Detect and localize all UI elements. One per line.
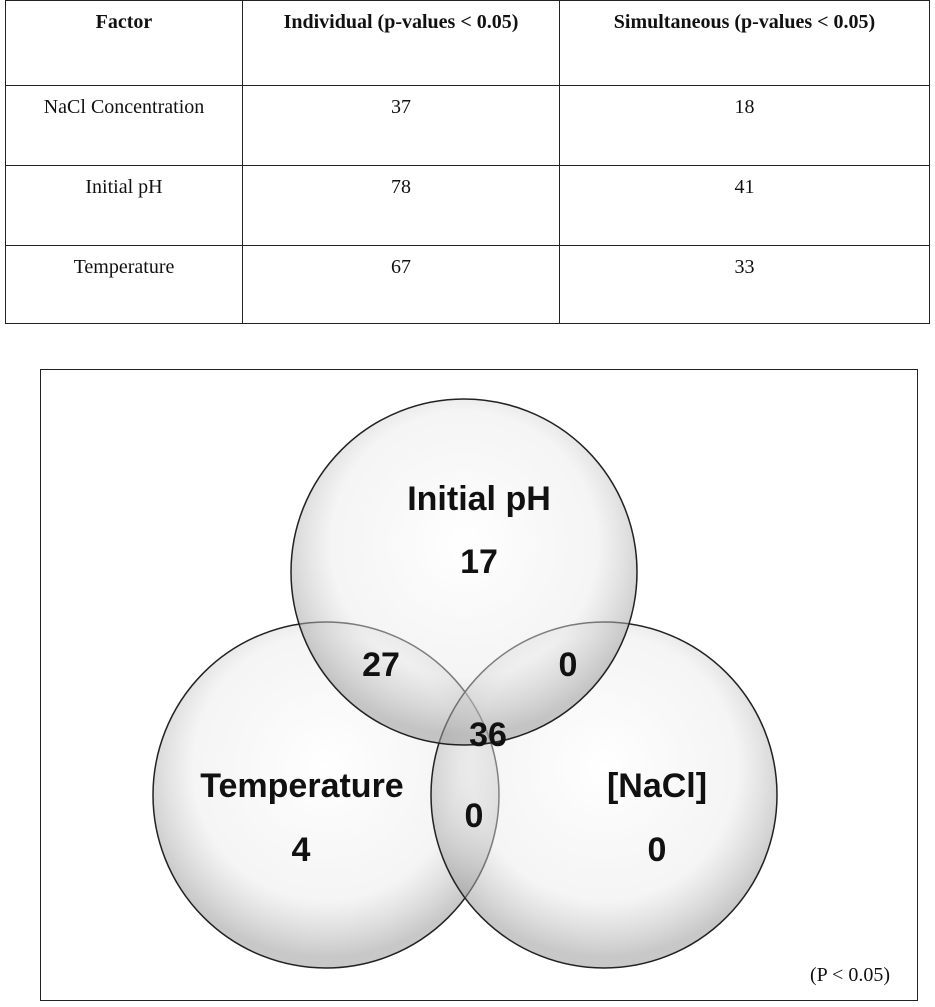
table-row: [6, 86, 930, 166]
cell-factor: Initial pH: [6, 166, 243, 246]
cell-simultaneous: 41: [560, 166, 930, 246]
count-initial-ph-only: 17: [460, 543, 498, 581]
header-factor: Factor: [6, 1, 243, 86]
cell-individual: 67: [243, 246, 560, 324]
venn-diagram-panel: [40, 369, 918, 1001]
venn-diagram: [41, 370, 917, 1000]
label-temperature: Temperature: [200, 767, 404, 805]
table-row: [6, 166, 930, 246]
label-nacl: [NaCl]: [606, 767, 708, 805]
table-row: [6, 246, 930, 324]
count-ph-nacl: 0: [558, 646, 578, 684]
label-initial-ph: Initial pH: [407, 480, 551, 518]
cell-individual: 78: [243, 166, 560, 246]
cell-factor: Temperature: [6, 246, 243, 324]
table-header-row: [6, 1, 930, 86]
cell-simultaneous: 33: [560, 246, 930, 324]
cell-individual: 37: [243, 86, 560, 166]
factor-table: [5, 0, 930, 324]
count-nacl-only: 0: [647, 831, 667, 869]
count-ph-temperature: 27: [362, 646, 400, 684]
count-temperature-only: 4: [291, 831, 311, 869]
header-individual: Individual (p-values < 0.05): [243, 1, 560, 86]
significance-note: (P < 0.05): [810, 964, 890, 986]
cell-simultaneous: 18: [560, 86, 930, 166]
cell-factor: NaCl Concentration: [6, 86, 243, 166]
header-simultaneous: Simultaneous (p-values < 0.05): [560, 1, 930, 86]
count-all-three: 36: [469, 716, 507, 754]
count-temperature-nacl: 0: [464, 797, 484, 835]
